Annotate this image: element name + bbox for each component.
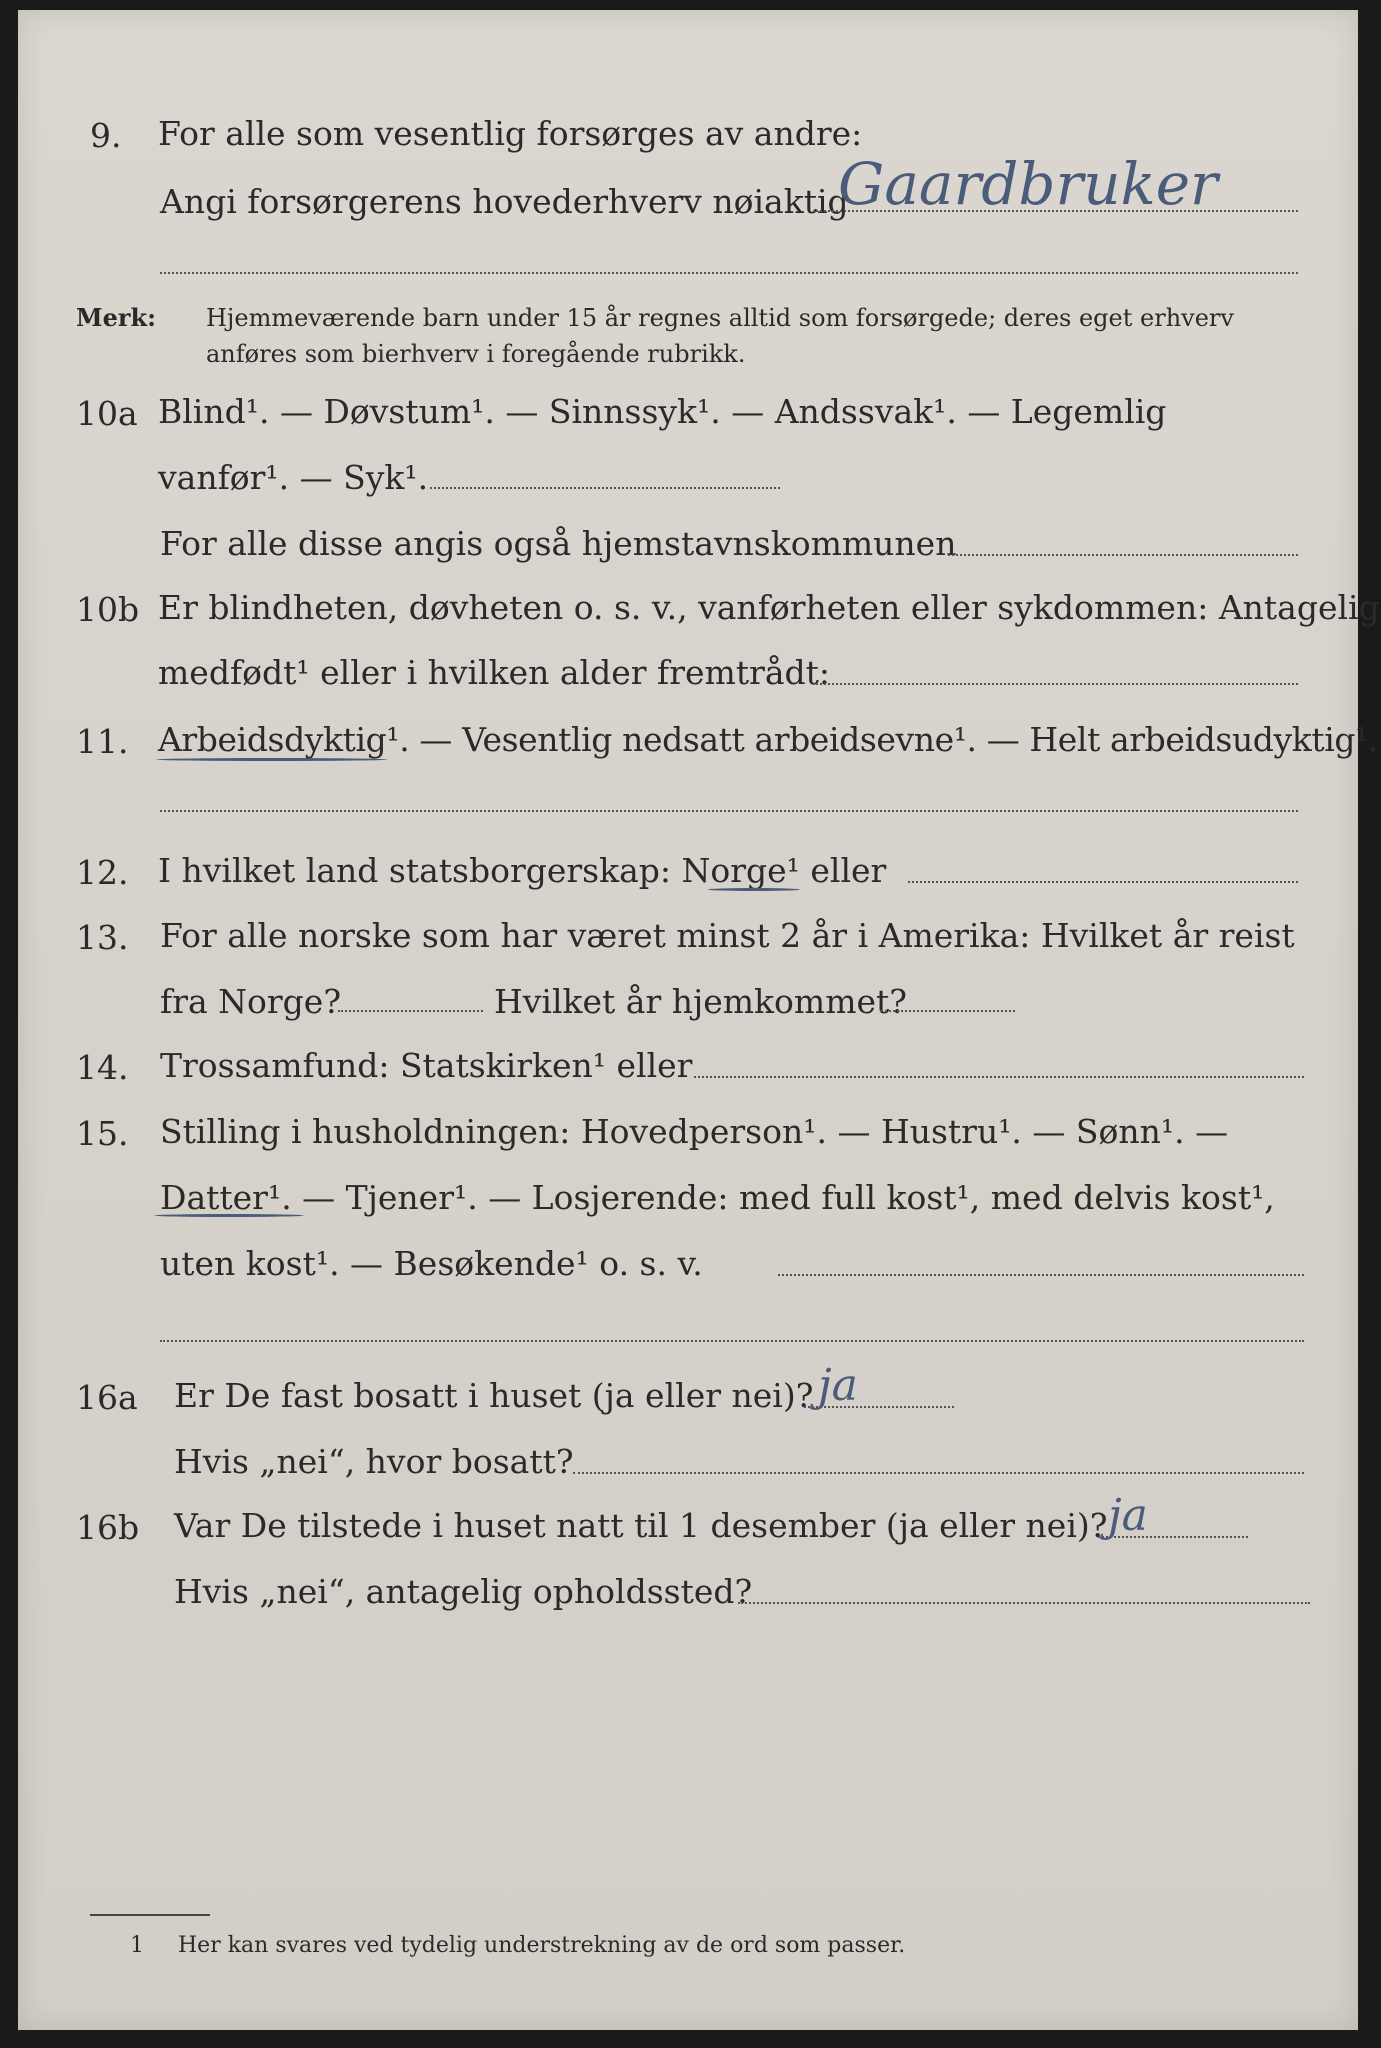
- q12-line1: I hvilket land statsborgerskap: Norge¹ eller: [158, 851, 887, 890]
- merk-label: Merk:: [76, 303, 156, 332]
- q16a-line2: Hvis „nei“, hvor bosatt?: [174, 1442, 574, 1481]
- q13-number: 13.: [76, 918, 129, 957]
- q11-handwritten-underline: [156, 758, 388, 761]
- q12-dots: [908, 881, 1298, 883]
- q10b-number: 10b: [76, 590, 140, 629]
- q16b-line1: Var De tilstede i huset natt til 1 desember (ja eller nei)?: [174, 1506, 1108, 1545]
- q15-number: 15.: [76, 1114, 129, 1153]
- q12-handwritten-underline: [708, 888, 800, 891]
- q15-second-dots: [160, 1340, 1304, 1342]
- q13-reist-dots: [338, 1010, 483, 1012]
- q10b-line1: Er blindheten, døvheten o. s. v., vanførheten eller sykdommen: Antagelig: [158, 588, 1380, 627]
- q15-line3: uten kost¹. — Besøkende¹ o. s. v.: [160, 1244, 703, 1283]
- q9-number: 9.: [90, 116, 122, 155]
- q10b-dots: [813, 683, 1298, 685]
- q16b-line2: Hvis „nei“, antagelig opholdssted?: [174, 1572, 753, 1611]
- q15-handwritten-underline: [154, 1214, 304, 1217]
- merk-line2: anføres som bierhverv i foregående rubrikk.: [206, 340, 746, 368]
- q10a-line1: Blind¹. — Døvstum¹. — Sinnssyk¹. — Andssvak¹. — Legemlig: [158, 392, 1167, 431]
- footnote-text: Her kan svares ved tydelig understrekning av de ord som passer.: [178, 1933, 906, 1958]
- q9-handwritten-answer: Gaardbruker: [838, 150, 1218, 218]
- q10a-number: 10a: [76, 394, 138, 433]
- q10a-kommune-dots: [948, 554, 1298, 556]
- q11-number: 11.: [76, 722, 129, 761]
- q16a-handwritten-answer: ja: [818, 1360, 858, 1411]
- q16b-number: 16b: [76, 1508, 140, 1547]
- q10a-syk-dots: [430, 487, 780, 489]
- form-page: [18, 10, 1380, 2030]
- q15-line2: Datter¹. — Tjener¹. — Losjerende: med full kost¹, med delvis kost¹,: [160, 1178, 1275, 1217]
- q16a-line1: Er De fast bosatt i huset (ja eller nei)?: [174, 1376, 814, 1415]
- q13-line2b: Hvilket år hjemkommet?: [494, 982, 907, 1021]
- q14-line1: Trossamfund: Statskirken¹ eller: [160, 1046, 693, 1085]
- q13-line2a: fra Norge?: [160, 982, 342, 1021]
- q16b-opholdssted-dots: [738, 1602, 1310, 1604]
- q14-number: 14.: [76, 1048, 129, 1087]
- q15-dots: [778, 1274, 1304, 1276]
- footnote-rule: [90, 1914, 210, 1916]
- q12-number: 12.: [76, 853, 129, 892]
- q16a-bosatt-dots: [573, 1472, 1304, 1474]
- q13-line1: For alle norske som har været minst 2 år i Amerika: Hvilket år reist: [160, 916, 1295, 955]
- q10a-line2: vanfør¹. — Syk¹.: [158, 458, 429, 497]
- q15-line1: Stilling i husholdningen: Hovedperson¹. — Hustru¹. — Sønn¹. —: [160, 1112, 1229, 1151]
- q16a-number: 16a: [76, 1378, 138, 1417]
- q11-line1: Arbeidsdyktig¹. — Vesentlig nedsatt arbeidsevne¹. — Helt arbeidsudyktig¹.: [158, 720, 1379, 759]
- q11-dots: [160, 810, 1298, 812]
- q10a-line3: For alle disse angis også hjemstavnskommunen: [160, 524, 957, 563]
- q9-second-dots: [160, 272, 1298, 274]
- q16b-handwritten-answer: ja: [1108, 1490, 1148, 1541]
- footnote-mark: 1: [130, 1933, 144, 1958]
- q14-dots: [694, 1076, 1304, 1078]
- q10b-line2: medfødt¹ eller i hvilken alder fremtrådt:: [158, 653, 831, 692]
- q13-hjemkommet-dots: [880, 1010, 1015, 1012]
- merk-line1: Hjemmeværende barn under 15 år regnes alltid som forsørgede; deres eget erhverv: [206, 304, 1234, 332]
- q9-line2: Angi forsørgerens hovederhverv nøiaktig: [160, 182, 849, 221]
- q9-line1: For alle som vesentlig forsørges av andre:: [158, 114, 863, 153]
